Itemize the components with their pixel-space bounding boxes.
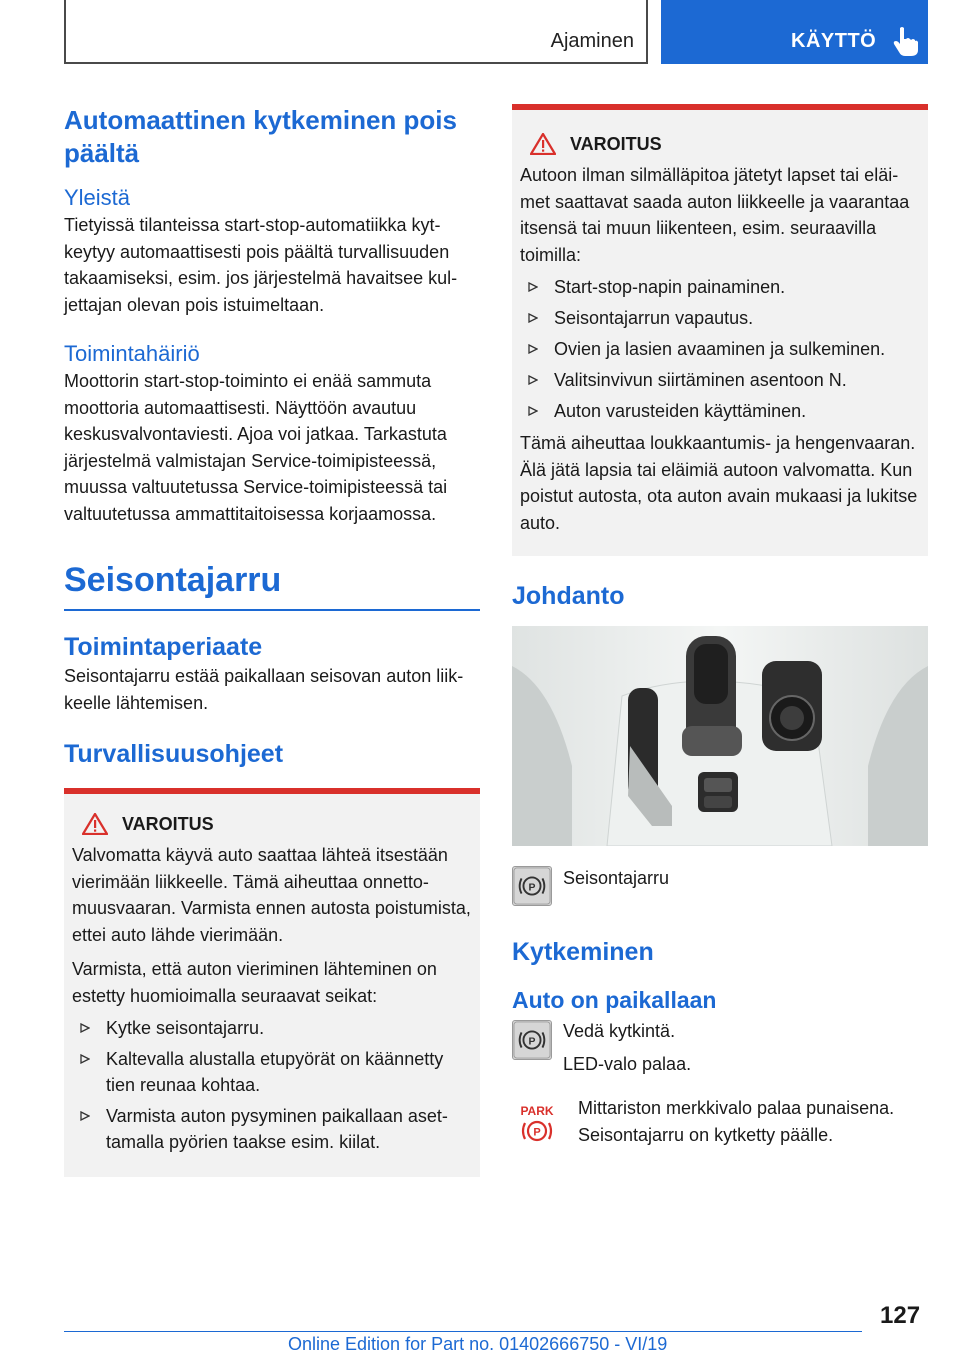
warning-label: VAROITUS: [570, 134, 662, 154]
triangle-bullet-icon: [80, 1023, 90, 1033]
principle-paragraph: Seisontajarru estää paikallaan seisovan auton liikkeelle lähtemisen.: [64, 666, 464, 713]
park-label: PARK: [520, 1104, 554, 1118]
header-section-box: [64, 0, 648, 64]
principle-heading: Toimintaperiaate: [64, 633, 263, 661]
edition-footer: Online Edition for Part no. 01402666750 - VI/19: [288, 1334, 668, 1354]
header-chapter-label: KÄYTTÖ: [791, 30, 877, 52]
warning-triangle-icon: [530, 133, 556, 155]
intro-heading: Johdanto: [512, 582, 625, 610]
warning-label: VAROITUS: [122, 814, 214, 834]
warning-text-1: Autoon ilman silmälläpitoa jätetyt lapset tai eläimet saattavat saada auton liikkeelle ja vaarantaa itsensä tai muun liikenteen, esim. seuraavilla toimilla:: [520, 165, 910, 265]
footer-rule: [64, 1331, 862, 1332]
parking-brake-heading: Seisontajarru: [64, 561, 282, 599]
list-item: Ovien ja lasien avaaminen ja sulkeminen.: [520, 336, 920, 362]
warning-title-left: [72, 812, 472, 836]
list-item: Kaltevalla alustalla etupyörät on käännetty tien reunaa kohtaa.: [72, 1046, 472, 1098]
safety-heading: Turvallisuusohjeet: [64, 740, 284, 768]
parking-brake-button-icon: [512, 866, 552, 906]
warning-text-1: Valvomatta käyvä auto saattaa lähteä itsestään vierimään liikkeelle. Tämä aiheuttaa onnettomuusvaaran. Varmista ennen autosta poistumista, ettei auto lähde vierimään.: [72, 845, 471, 945]
warning-title-right: [520, 132, 920, 156]
center-console-photo: [512, 626, 928, 846]
triangle-bullet-icon: [80, 1111, 90, 1121]
parking-brake-button-row: [512, 866, 928, 906]
parking-brake-caption: Seisontajarru: [563, 868, 670, 888]
svg-text:P: P: [528, 1036, 536, 1048]
stationary-heading: Auto on paikallaan: [512, 987, 717, 1013]
pull-switch-row: [512, 1020, 928, 1077]
hand-pointer-icon: [893, 25, 919, 57]
triangle-bullet-icon: [528, 313, 538, 323]
pull-switch-text: Vedä kytkintä.: [563, 1021, 676, 1041]
warning-box-left: [64, 788, 480, 1177]
svg-text:P: P: [533, 1126, 541, 1139]
auto-off-heading: Automaattinen kytkeminen pois päältä: [64, 105, 457, 168]
svg-text:P: P: [528, 882, 536, 894]
triangle-bullet-icon: [80, 1054, 90, 1064]
triangle-bullet-icon: [528, 375, 538, 385]
warning-list-right: [520, 274, 920, 424]
parking-brake-button-icon: [512, 1020, 552, 1060]
triangle-bullet-icon: [528, 406, 538, 416]
warning-text-2: Tämä aiheuttaa loukkaantumis- ja hengenvaaran. Älä jätä lapsia tai eläimiä autoon valvomatta. Kun poistut autosta, ota auton avain mukaasi ja lukitse auto.: [520, 433, 918, 533]
warning-list-left: [72, 1015, 472, 1155]
list-item: Start-stop-napin painaminen.: [520, 274, 920, 300]
warning-triangle-icon: [82, 813, 108, 835]
general-paragraph: Tietyissä tilanteissa start-stop-automatiikka kytkeytyy automaattisesti pois päältä turvallisuuden takaamiseksi, esim. jos järjestelmä havaitsee kuljettajan olevan pois istuimeltaan.: [64, 215, 458, 315]
triangle-bullet-icon: [528, 344, 538, 354]
led-on-text: LED-valo palaa.: [563, 1053, 692, 1074]
header-chapter-tab[interactable]: [661, 0, 928, 64]
list-item: Varmista auton pysyminen paikallaan asettamalla pyörien taakse esim. kiilat.: [72, 1103, 472, 1155]
general-heading: Yleistä: [64, 185, 131, 210]
park-indicator-text: Mittariston merkkivalo palaa punaisena. Seisontajarru on kytketty päälle.: [578, 1098, 895, 1145]
warning-text-2: Varmista, että auton vieriminen lähteminen on estetty huomioimalla seuraavat seikat:: [72, 959, 437, 1006]
header-section-title: Ajaminen: [550, 30, 634, 52]
list-item: Valitsinvivun siirtäminen asentoon N.: [520, 367, 920, 393]
triangle-bullet-icon: [528, 282, 538, 292]
park-warning-light-icon: [512, 1097, 562, 1147]
list-item: Kytke seisontajarru.: [72, 1015, 472, 1041]
list-item: Seisontajarrun vapautus.: [520, 305, 920, 331]
park-indicator-row: [512, 1097, 928, 1148]
list-item: Auton varusteiden käyttäminen.: [520, 398, 920, 424]
malfunction-paragraph: Moottorin start-stop-toiminto ei enää sammuta moottoria automaattisesti. Näyttöön avautuu keskusvalvontaviesti. Ajoa voi jatkaa. Tarkastuta järjestelmä valmistajan Service-toimipisteessä, muussa valtuutetussa Service-toimipisteessä tai valtuutetussa ammattitaitoisessa korjaamossa.: [64, 371, 448, 524]
malfunction-heading: Toimintahäiriö: [64, 341, 200, 366]
right-column: [512, 104, 928, 1148]
left-column: [64, 104, 480, 1177]
page-number: 127: [880, 1302, 921, 1329]
warning-box-right: [512, 104, 928, 556]
console-illustration: [512, 626, 928, 846]
engage-heading: Kytkeminen: [512, 938, 654, 966]
